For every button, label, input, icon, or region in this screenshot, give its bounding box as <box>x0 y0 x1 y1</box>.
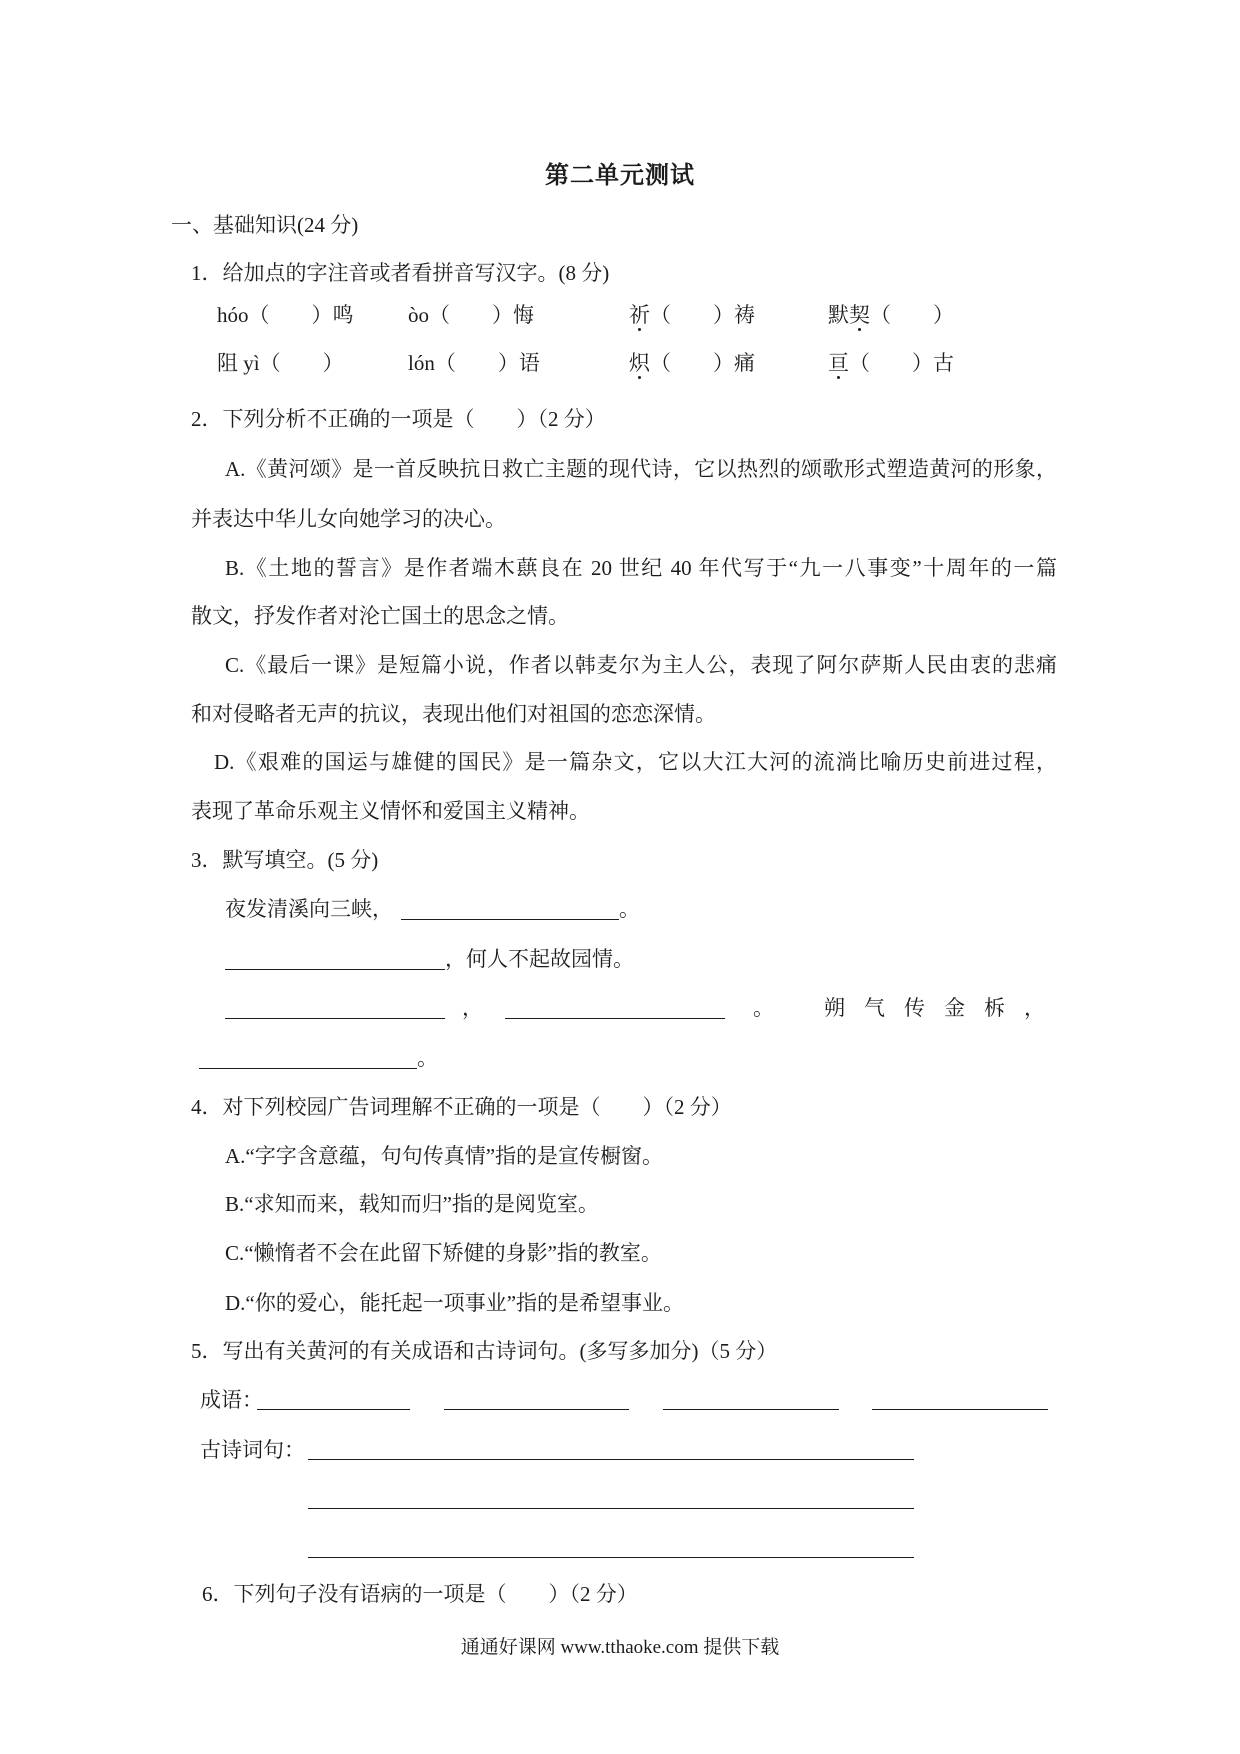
emphasized-char: 亘 <box>828 351 849 375</box>
footer-source: 通通好课网 www.tthaoke.com 提供下载 <box>460 1637 780 1658</box>
option-d: D.“你的爱心，能托起一项事业”指的是希望事业。 <box>225 1291 685 1315</box>
poem-line-text: 夜发清溪向三峡， <box>225 897 393 921</box>
question-6-stem: 6．下列句子没有语病的一项是（ ）（2 分） <box>202 1582 638 1606</box>
pinyin-item-text: （ ）痛 <box>650 351 755 375</box>
emphasized-char: 祈 <box>629 303 650 327</box>
pinyin-item-text: 默 <box>828 303 849 327</box>
option-a: A.“字字含意蕴，句句传真情”指的是宣传橱窗。 <box>225 1144 664 1168</box>
option-d-line-2: 表现了革命乐观主义情怀和爱国主义精神。 <box>191 799 590 823</box>
question-3-stem: 3．默写填空。(5 分) <box>191 848 379 872</box>
pinyin-item <box>217 302 354 328</box>
poem-line-text: 朔气传金柝， <box>824 996 1064 1020</box>
answer-blank <box>505 1018 725 1019</box>
answer-blank <box>308 1508 914 1509</box>
poem-line-punct: 。 <box>619 897 640 921</box>
question-5-stem: 5．写出有关黄河的有关成语和古诗词句。(多写多加分)（5 分） <box>191 1339 778 1363</box>
answer-blank <box>225 969 445 970</box>
answer-blank <box>872 1409 1048 1410</box>
pinyin-item-text: lón（ ）语 <box>408 351 540 375</box>
emphasized-char: 炽 <box>629 351 650 375</box>
poem-line-punct: ， <box>462 996 483 1020</box>
option-c-line-1: C.《最后一课》是短篇小说，作者以韩麦尔为主人公，表现了阿尔萨斯人民由衷的悲痛 <box>225 653 1057 677</box>
emphasized-char: 契 <box>849 303 870 327</box>
poem-line-text: ，何人不起故园情。 <box>445 947 634 971</box>
pinyin-item <box>217 350 344 376</box>
answer-blank <box>444 1409 629 1410</box>
pinyin-item <box>408 350 540 376</box>
option-a-line-2: 并表达中华儿女向她学习的决心。 <box>191 507 506 531</box>
question-4-stem: 4．对下列校园广告词理解不正确的一项是（ ）（2 分） <box>191 1095 732 1119</box>
option-b-line-1: B.《土地的誓言》是作者端木蕻良在 20 世纪 40 年代写于“九一八事变”十周年的一篇 <box>225 556 1057 580</box>
answer-blank <box>257 1409 410 1410</box>
poem-line-punct: 。 <box>753 996 774 1020</box>
option-c-line-2: 和对侵略者无声的抗议，表现出他们对祖国的恋恋深情。 <box>191 702 716 726</box>
question-2-stem: 2．下列分析不正确的一项是（ ）（2 分） <box>191 407 606 431</box>
answer-blank <box>663 1409 839 1410</box>
section-heading: 一、基础知识(24 分) <box>171 213 359 237</box>
pinyin-item-text: òo（ ）悔 <box>408 303 534 327</box>
option-d-line-1: D.《艰难的国运与雄健的国民》是一篇杂文，它以大江大河的流淌比喻历史前进过程， <box>214 750 1057 774</box>
answer-blank <box>308 1459 914 1460</box>
option-a-line-1: A.《黄河颂》是一首反映抗日救亡主题的现代诗，它以热烈的颂歌形式塑造黄河的形象， <box>225 457 1057 481</box>
answer-blank <box>308 1557 914 1558</box>
pinyin-item-text: hóo（ ）鸣 <box>217 303 354 327</box>
answer-blank <box>401 919 619 920</box>
pinyin-item-text: 阻 yì（ ） <box>217 351 344 375</box>
pinyin-item <box>629 302 755 328</box>
poem-label: 古诗词句： <box>200 1438 305 1462</box>
poem-line-punct: 。 <box>417 1046 438 1070</box>
question-1-stem: 1．给加点的字注音或者看拼音写汉字。(8 分) <box>191 261 610 285</box>
page-title: 第二单元测试 <box>545 163 695 189</box>
pinyin-item-text: （ ）古 <box>849 351 954 375</box>
option-b-line-2: 散文，抒发作者对沦亡国土的思念之情。 <box>191 604 569 628</box>
pinyin-item <box>828 302 954 328</box>
pinyin-item <box>408 302 534 328</box>
pinyin-item <box>828 350 954 376</box>
answer-blank <box>199 1068 417 1069</box>
answer-blank <box>225 1018 445 1019</box>
option-b: B.“求知而来，载知而归”指的是阅览室。 <box>225 1192 599 1216</box>
pinyin-item-text: （ ）祷 <box>650 303 755 327</box>
pinyin-item-text: （ ） <box>870 303 954 327</box>
option-c: C.“懒惰者不会在此留下矫健的身影”指的教室。 <box>225 1241 662 1265</box>
pinyin-item <box>629 350 755 376</box>
idiom-label: 成语： <box>200 1388 263 1412</box>
